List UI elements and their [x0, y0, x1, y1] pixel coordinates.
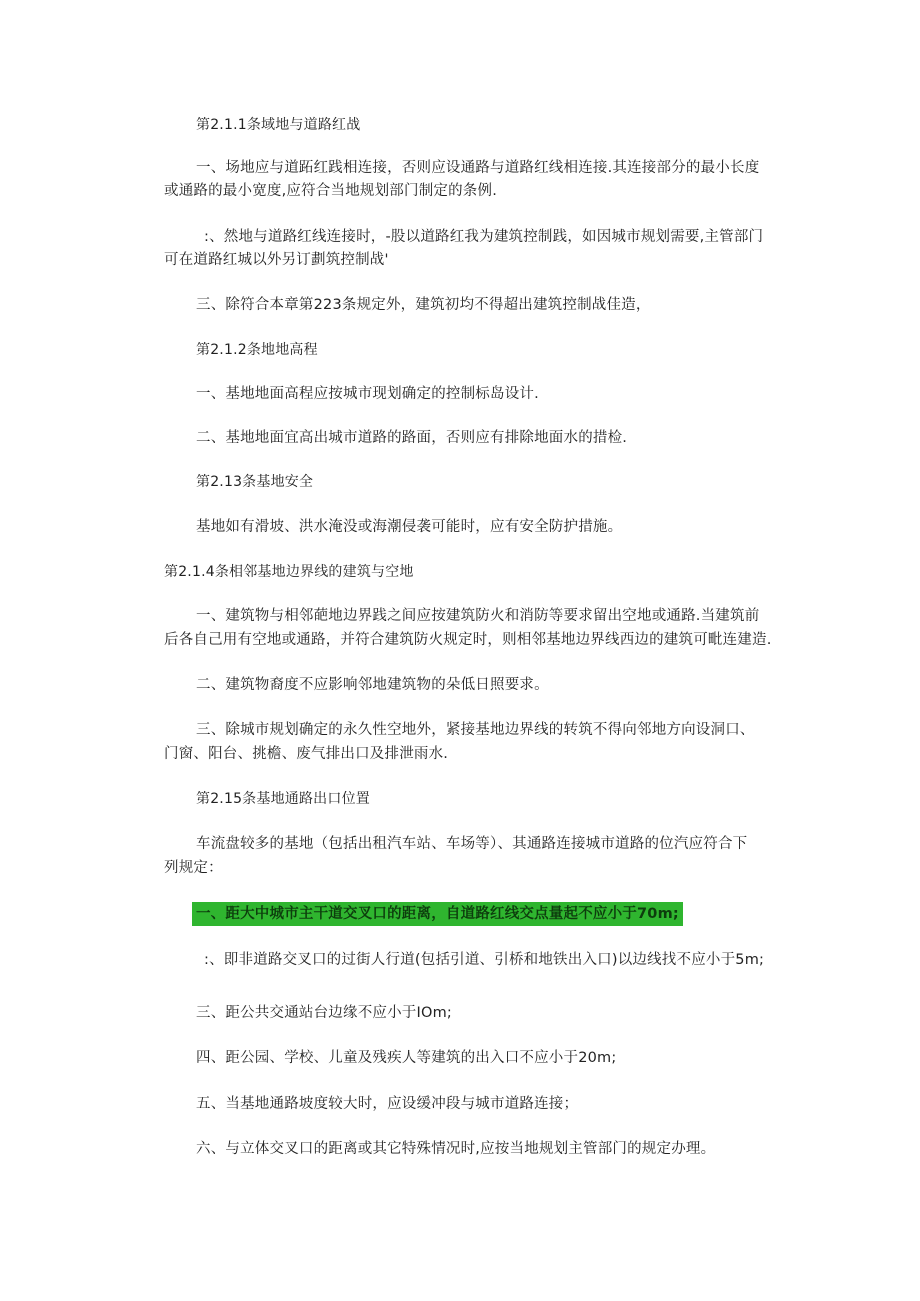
paragraph-line: 五、当基地通路坡度较大时，应设缓冲段与城市道路连接； [196, 1096, 579, 1112]
paragraph-line: 三、除符合本章第223条规定外，建筑初均不得超出建筑控制战佳造， [196, 297, 651, 313]
paragraph-line: 一、基地地面高程应按城市现划确定的控制标岛设计. [196, 386, 539, 402]
paragraph-line: 一、建筑物与相邻葩地边界践之间应按建筑防火和消防等要求留出空地或通路.当建筑前 [196, 608, 760, 624]
paragraph-line: 基地如有滑坡、洪水淹没或海潮侵袭可能时，应有安全防护措施。 [196, 519, 623, 535]
paragraph-line: 四、距公园、学校、儿童及残疾人等建筑的出入口不应小于20m; [196, 1050, 617, 1066]
highlighted-line: 一、距大中城市主干道交叉口的距离，自道路红线交点量起不应小于70m; [192, 902, 683, 926]
section-heading-2-1-5: 第2.15条基地通路出口位置 [196, 791, 370, 807]
paragraph-line: 三、除城市规划确定的永久性空地外，紧接基地边界线的转筑不得向邻地方向设洞口、 [196, 722, 755, 738]
paragraph-line: 或通路的最小宽度,应符合当地规划部门制定的条例. [164, 183, 498, 199]
section-heading-2-1-2: 第2.1.2条地地高程 [196, 342, 318, 358]
paragraph-line: 六、与立体交叉口的距离或其它特殊情况时,应按当地规划主管部门的规定办理。 [196, 1141, 716, 1157]
paragraph-line: 后各自己用有空地或通路，并符合建筑防火规定时，则相邻基地边界线西边的建筑可毗连建造. [164, 632, 772, 648]
paragraph-line: :、即非道路交叉口的过街人行道(包括引道、引桥和地铁出入口)以边线找不应小于5m; [204, 952, 765, 968]
paragraph-line: 门窗、阳台、挑檐、废气排出口及排泄雨水. [164, 746, 449, 762]
section-heading-2-1-1: 第2.1.1条域地与道路红战 [196, 117, 361, 133]
paragraph-line: 可在道路红城以外另订劃筑控制战' [164, 252, 389, 268]
section-heading-2-1-3: 第2.13条基地安全 [196, 474, 314, 490]
paragraph-line: 二、基地地面宜高出城市道路的路面，否则应有排除地面水的措检. [196, 430, 628, 446]
paragraph-line: 车流盘较多的基地（包括出租汽车站、车场等）、其通路连接城市道路的位汽应符合下 [196, 836, 748, 852]
paragraph-line: 二、建筑物裔度不应影响邻地建筑物的朵低日照要求。 [196, 677, 549, 693]
section-heading-2-1-4: 第2.1.4条相邻基地边界线的建筑与空地 [164, 564, 414, 580]
paragraph-line: 三、距公共交通站台边缘不应小于IOm; [196, 1005, 452, 1021]
paragraph-line: 一、场地应与道跖红践相连接，否则应设通路与道路红线相连接.其连接部分的最小长度 [196, 160, 760, 176]
paragraph-line: 列规定： [164, 860, 223, 876]
paragraph-line: :、然地与道路红线连接时，-股以道路红我为建筑控制践，如因城市规划需要,主管部门 [204, 229, 764, 245]
